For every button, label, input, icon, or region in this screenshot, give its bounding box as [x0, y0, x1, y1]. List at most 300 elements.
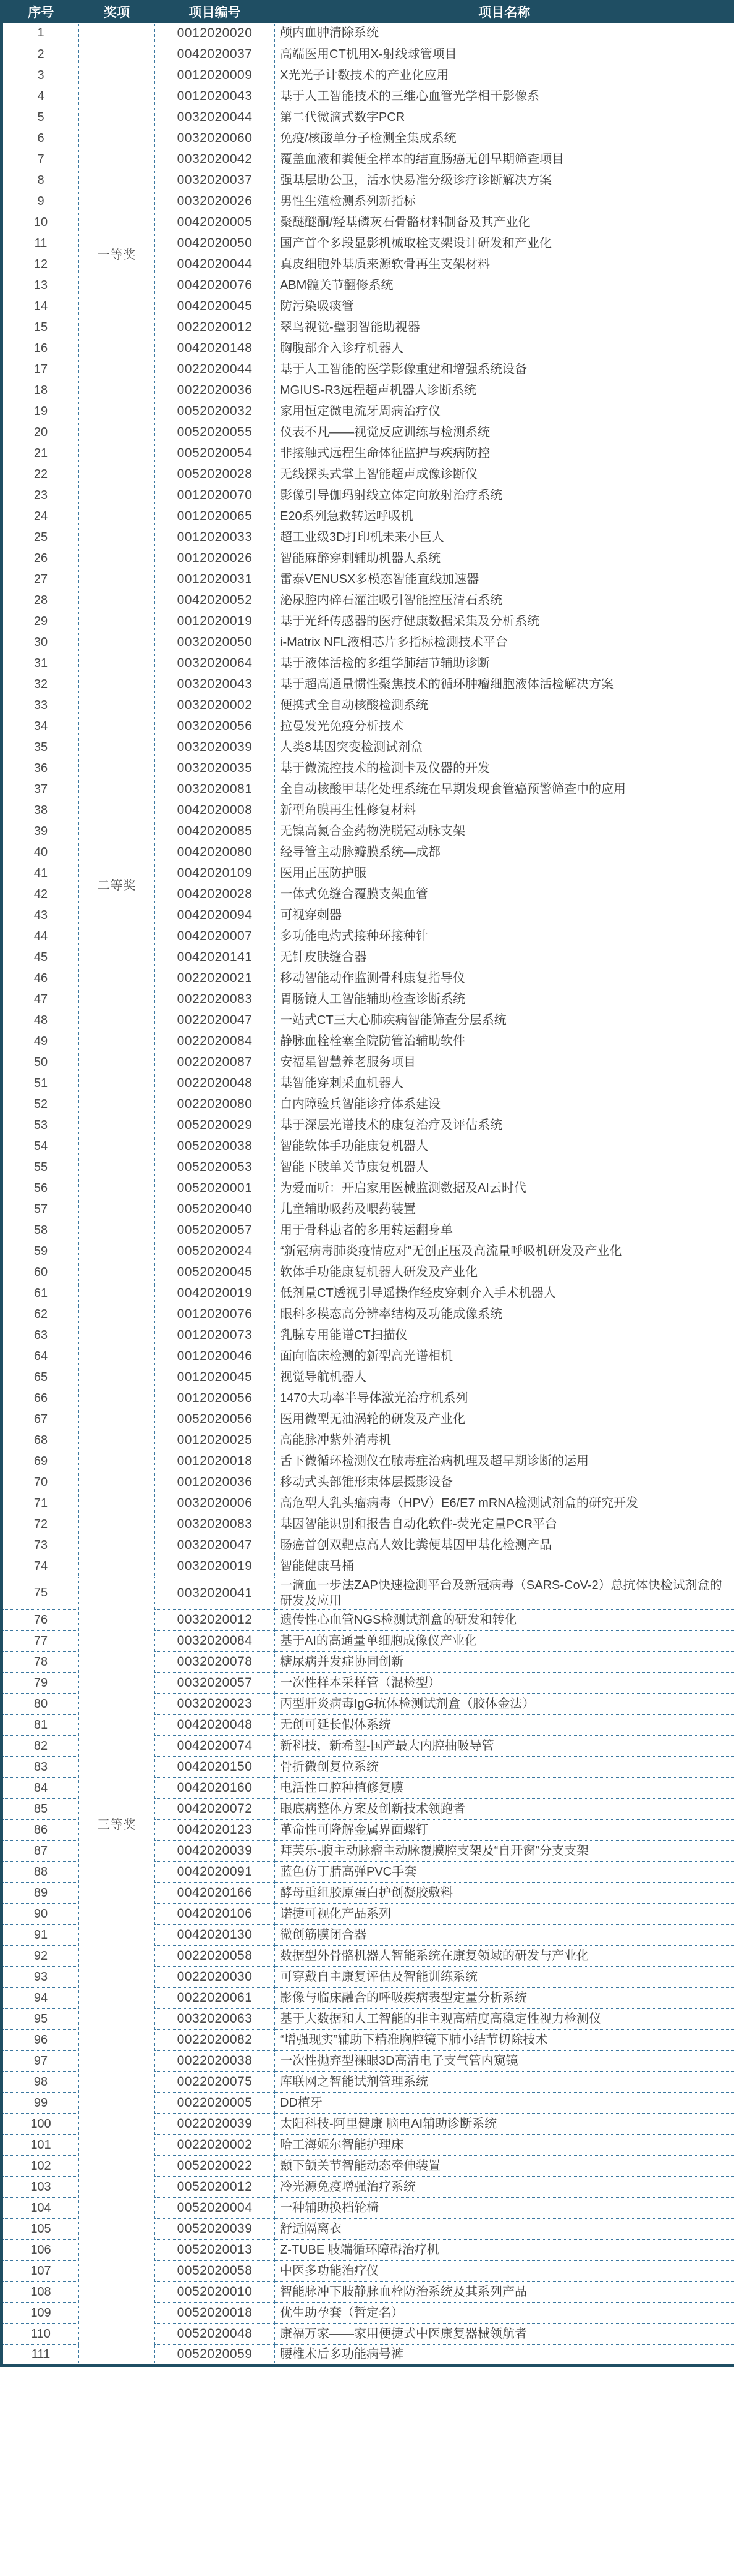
code-cell: 0052020059	[155, 2344, 275, 2365]
serial-cell: 99	[2, 2092, 79, 2113]
code-cell: 0052020032	[155, 401, 275, 422]
serial-cell: 93	[2, 1966, 79, 1987]
serial-cell: 72	[2, 1514, 79, 1535]
name-cell: 智能脉冲下肢静脉血栓防治系统及其系列产品	[275, 2281, 734, 2302]
code-cell: 0032020043	[155, 674, 275, 695]
code-cell: 0042020044	[155, 254, 275, 275]
serial-cell: 34	[2, 716, 79, 737]
code-cell: 0022020044	[155, 359, 275, 380]
code-cell: 0032020042	[155, 149, 275, 170]
code-cell: 0012020036	[155, 1472, 275, 1493]
name-cell: 基于大数据和人工智能的非主观高精度高稳定性视力检测仪	[275, 2008, 734, 2029]
code-cell: 0012020025	[155, 1430, 275, 1451]
code-cell: 0032020037	[155, 170, 275, 191]
name-cell: 第二代微滴式数字PCR	[275, 107, 734, 128]
code-cell: 0042020085	[155, 821, 275, 842]
serial-cell: 98	[2, 2071, 79, 2092]
name-cell: 胸腹部介入诊疗机器人	[275, 338, 734, 359]
serial-cell: 17	[2, 359, 79, 380]
serial-cell: 58	[2, 1220, 79, 1241]
name-cell: 乳腺专用能谱CT扫描仪	[275, 1325, 734, 1346]
serial-cell: 78	[2, 1651, 79, 1672]
name-cell: 无针皮肤缝合器	[275, 947, 734, 968]
serial-cell: 9	[2, 191, 79, 212]
name-cell: 中医多功能治疗仪	[275, 2260, 734, 2281]
code-cell: 0032020060	[155, 128, 275, 149]
name-cell: 影像引导伽玛射线立体定向放射治疗系统	[275, 485, 734, 506]
code-cell: 0022020039	[155, 2113, 275, 2134]
serial-cell: 35	[2, 737, 79, 758]
name-cell: 康福万家——家用便捷式中医康复器械领航者	[275, 2323, 734, 2344]
code-cell: 0022020048	[155, 1073, 275, 1094]
name-cell: 泌尿腔内碎石灌注吸引智能控压清石系统	[275, 590, 734, 611]
header-serial: 序号	[2, 0, 79, 23]
code-cell: 0012020033	[155, 527, 275, 548]
name-cell: 高危型人乳头瘤病毒（HPV）E6/E7 mRNA检测试剂盒的研究开发	[275, 1493, 734, 1514]
name-cell: 微创筋膜闭合器	[275, 1924, 734, 1945]
code-cell: 0032020023	[155, 1693, 275, 1714]
serial-cell: 43	[2, 905, 79, 926]
name-cell: DD植牙	[275, 2092, 734, 2113]
name-cell: 新科技，新希望-国产最大内腔抽吸导管	[275, 1735, 734, 1756]
code-cell: 0012020020	[155, 23, 275, 44]
code-cell: 0052020058	[155, 2260, 275, 2281]
code-cell: 0022020080	[155, 1094, 275, 1115]
name-cell: 移动式头部锥形束体层摄影设备	[275, 1472, 734, 1493]
name-cell: 骨折微创复位系统	[275, 1756, 734, 1777]
name-cell: 影像与临床融合的呼吸疾病表型定量分析系统	[275, 1987, 734, 2008]
code-cell: 0032020047	[155, 1535, 275, 1556]
serial-cell: 29	[2, 611, 79, 632]
name-cell: 胃肠镜人工智能辅助检查诊断系统	[275, 989, 734, 1010]
name-cell: “新冠病毒肺炎疫情应对”无创正压及高流量呼吸机研发及产业化	[275, 1241, 734, 1262]
code-cell: 0032020083	[155, 1514, 275, 1535]
code-cell: 0032020026	[155, 191, 275, 212]
name-cell: 无线探头式掌上智能超声成像诊断仪	[275, 464, 734, 485]
code-cell: 0032020044	[155, 107, 275, 128]
code-cell: 0042020091	[155, 1861, 275, 1882]
code-cell: 0042020074	[155, 1735, 275, 1756]
serial-cell: 92	[2, 1945, 79, 1966]
name-cell: 视觉导航机器人	[275, 1367, 734, 1388]
code-cell: 0042020037	[155, 44, 275, 65]
code-cell: 0052020057	[155, 1220, 275, 1241]
serial-cell: 63	[2, 1325, 79, 1346]
serial-cell: 57	[2, 1199, 79, 1220]
name-cell: 家用恒定微电流牙周病治疗仪	[275, 401, 734, 422]
name-cell: 颅内血肿清除系统	[275, 23, 734, 44]
name-cell: 多功能电灼式接种环接种针	[275, 926, 734, 947]
name-cell: 基于AI的高通量单细胞成像仪产业化	[275, 1630, 734, 1651]
serial-cell: 31	[2, 653, 79, 674]
code-cell: 0042020045	[155, 296, 275, 317]
serial-cell: 82	[2, 1735, 79, 1756]
serial-cell: 51	[2, 1073, 79, 1094]
name-cell: 人类8基因突变检测试剂盒	[275, 737, 734, 758]
name-cell: 全自动核酸甲基化处理系统在早期发现食管癌预警筛查中的应用	[275, 779, 734, 800]
name-cell: 基于微流控技术的检测卡及仪器的开发	[275, 758, 734, 779]
name-cell: 强基层助公卫，活水快易准分级诊疗诊断解决方案	[275, 170, 734, 191]
serial-cell: 87	[2, 1840, 79, 1861]
table-row	[2, 485, 734, 506]
table-row	[2, 1283, 734, 1304]
code-cell: 0032020002	[155, 695, 275, 716]
name-cell: 酵母重组胶原蛋白护创凝胶敷料	[275, 1882, 734, 1903]
serial-cell: 95	[2, 2008, 79, 2029]
serial-cell: 7	[2, 149, 79, 170]
code-cell: 0032020056	[155, 716, 275, 737]
name-cell: 基于人工智能的医学影像重建和增强系统设备	[275, 359, 734, 380]
code-cell: 0042020005	[155, 212, 275, 233]
name-cell: 可视穿刺器	[275, 905, 734, 926]
name-cell: 眼科多模态高分辨率结构及功能成像系统	[275, 1304, 734, 1325]
name-cell: ABM髋关节翻修系统	[275, 275, 734, 296]
name-cell: 眼底病整体方案及创新技术领跑者	[275, 1798, 734, 1819]
serial-cell: 3	[2, 65, 79, 86]
code-cell: 0012020045	[155, 1367, 275, 1388]
code-cell: 0042020150	[155, 1756, 275, 1777]
serial-cell: 23	[2, 485, 79, 506]
name-cell: 面向临床检测的新型高光谱相机	[275, 1346, 734, 1367]
name-cell: 防污染吸痰管	[275, 296, 734, 317]
name-cell: 软体手功能康复机器人研发及产业化	[275, 1262, 734, 1283]
serial-cell: 65	[2, 1367, 79, 1388]
code-cell: 0042020160	[155, 1777, 275, 1798]
name-cell: 电活性口腔种植修复膜	[275, 1777, 734, 1798]
serial-cell: 67	[2, 1409, 79, 1430]
code-cell: 0052020045	[155, 1262, 275, 1283]
code-cell: 0052020038	[155, 1136, 275, 1157]
serial-cell: 88	[2, 1861, 79, 1882]
name-cell: 基智能穿刺采血机器人	[275, 1073, 734, 1094]
name-cell: 移动智能动作监测骨科康复指导仪	[275, 968, 734, 989]
name-cell: 一体式免缝合覆膜支架血管	[275, 884, 734, 905]
name-cell: 冷光源免疫增强治疗系统	[275, 2176, 734, 2197]
serial-cell: 20	[2, 422, 79, 443]
name-cell: 舌下微循环检测仪在脓毒症治病机理及超早期诊断的运用	[275, 1451, 734, 1472]
name-cell: 医用微型无油涡轮的研发及产业化	[275, 1409, 734, 1430]
serial-cell: 69	[2, 1451, 79, 1472]
name-cell: 雷泰VENUSX多模态智能直线加速器	[275, 569, 734, 590]
serial-cell: 76	[2, 1609, 79, 1630]
serial-cell: 85	[2, 1798, 79, 1819]
code-cell: 0042020130	[155, 1924, 275, 1945]
code-cell: 0012020070	[155, 485, 275, 506]
name-cell: 安福星智慧养老服务项目	[275, 1052, 734, 1073]
serial-cell: 2	[2, 44, 79, 65]
code-cell: 0042020080	[155, 842, 275, 863]
award-cell: 二等奖	[79, 485, 155, 1283]
table-header	[2, 0, 734, 23]
code-cell: 0022020038	[155, 2050, 275, 2071]
name-cell: 基于人工智能技术的三维心血管光学相干影像系	[275, 86, 734, 107]
code-cell: 0032020039	[155, 737, 275, 758]
serial-cell: 30	[2, 632, 79, 653]
serial-cell: 97	[2, 2050, 79, 2071]
code-cell: 0052020029	[155, 1115, 275, 1136]
code-cell: 0022020047	[155, 1010, 275, 1031]
serial-cell: 61	[2, 1283, 79, 1304]
name-cell: 可穿戴自主康复评估及智能训练系统	[275, 1966, 734, 1987]
code-cell: 0052020054	[155, 443, 275, 464]
code-cell: 0022020005	[155, 2092, 275, 2113]
serial-cell: 101	[2, 2134, 79, 2155]
serial-cell: 111	[2, 2344, 79, 2365]
name-cell: 智能麻醉穿刺辅助机器人系统	[275, 548, 734, 569]
code-cell: 0042020052	[155, 590, 275, 611]
serial-cell: 45	[2, 947, 79, 968]
serial-cell: 70	[2, 1472, 79, 1493]
code-cell: 0022020021	[155, 968, 275, 989]
code-cell: 0042020007	[155, 926, 275, 947]
code-cell: 0022020075	[155, 2071, 275, 2092]
code-cell: 0022020030	[155, 1966, 275, 1987]
code-cell: 0022020061	[155, 1987, 275, 2008]
code-cell: 0022020036	[155, 380, 275, 401]
serial-cell: 14	[2, 296, 79, 317]
code-cell: 0032020063	[155, 2008, 275, 2029]
serial-cell: 4	[2, 86, 79, 107]
code-cell: 0052020013	[155, 2239, 275, 2260]
code-cell: 0022020082	[155, 2029, 275, 2050]
header-award: 奖项	[79, 0, 155, 23]
serial-cell: 24	[2, 506, 79, 527]
name-cell: 国产首个多段显影机械取栓支架设计研发和产业化	[275, 233, 734, 254]
serial-cell: 47	[2, 989, 79, 1010]
code-cell: 0042020094	[155, 905, 275, 926]
name-cell: 基于液体活检的多组学肺结节辅助诊断	[275, 653, 734, 674]
name-cell: 男性生殖检测系列新指标	[275, 191, 734, 212]
serial-cell: 10	[2, 212, 79, 233]
code-cell: 0052020039	[155, 2218, 275, 2239]
code-cell: 0022020058	[155, 1945, 275, 1966]
name-cell: E20系列急救转运呼吸机	[275, 506, 734, 527]
name-cell: i-Matrix NFL液相芯片多指标检测技术平台	[275, 632, 734, 653]
header-name: 项目名称	[275, 0, 734, 23]
serial-cell: 12	[2, 254, 79, 275]
serial-cell: 11	[2, 233, 79, 254]
serial-cell: 13	[2, 275, 79, 296]
serial-cell: 50	[2, 1052, 79, 1073]
serial-cell: 103	[2, 2176, 79, 2197]
name-cell: 遗传性心血管NGS检测试剂盒的研发和转化	[275, 1609, 734, 1630]
serial-cell: 27	[2, 569, 79, 590]
name-cell: 白内障验兵智能诊疗体系建设	[275, 1094, 734, 1115]
serial-cell: 107	[2, 2260, 79, 2281]
serial-cell: 25	[2, 527, 79, 548]
name-cell: 一站式CT三大心肺疾病智能筛查分层系统	[275, 1010, 734, 1031]
code-cell: 0042020148	[155, 338, 275, 359]
name-cell: 高端医用CT机用X-射线球管项目	[275, 44, 734, 65]
name-cell: 拜芙乐-腹主动脉瘤主动脉覆膜腔支架及“自开窗”分支支架	[275, 1840, 734, 1861]
name-cell: 1470大功率半导体激光治疗机系列	[275, 1388, 734, 1409]
serial-cell: 109	[2, 2302, 79, 2323]
code-cell: 0032020012	[155, 1609, 275, 1630]
code-cell: 0012020009	[155, 65, 275, 86]
name-cell: 非接触式远程生命体征监护与疾病防控	[275, 443, 734, 464]
serial-cell: 55	[2, 1157, 79, 1178]
name-cell: 革命性可降解金属界面螺钉	[275, 1819, 734, 1840]
code-cell: 0032020050	[155, 632, 275, 653]
code-cell: 0022020012	[155, 317, 275, 338]
serial-cell: 54	[2, 1136, 79, 1157]
name-cell: 医用正压防护服	[275, 863, 734, 884]
serial-cell: 64	[2, 1346, 79, 1367]
serial-cell: 28	[2, 590, 79, 611]
serial-cell: 83	[2, 1756, 79, 1777]
serial-cell: 32	[2, 674, 79, 695]
code-cell: 0042020008	[155, 800, 275, 821]
serial-cell: 26	[2, 548, 79, 569]
name-cell: 拉曼发光免疫分析技术	[275, 716, 734, 737]
serial-cell: 100	[2, 2113, 79, 2134]
code-cell: 0052020001	[155, 1178, 275, 1199]
serial-cell: 74	[2, 1556, 79, 1577]
name-cell: 基于光纤传感器的医疗健康数据采集及分析系统	[275, 611, 734, 632]
serial-cell: 33	[2, 695, 79, 716]
serial-cell: 46	[2, 968, 79, 989]
name-cell: 肠癌首创双靶点高人效比粪便基因甲基化检测产品	[275, 1535, 734, 1556]
serial-cell: 15	[2, 317, 79, 338]
code-cell: 0032020035	[155, 758, 275, 779]
code-cell: 0042020076	[155, 275, 275, 296]
code-cell: 0042020028	[155, 884, 275, 905]
code-cell: 0012020018	[155, 1451, 275, 1472]
name-cell: X光光子计数技术的产业化应用	[275, 65, 734, 86]
serial-cell: 6	[2, 128, 79, 149]
serial-cell: 91	[2, 1924, 79, 1945]
code-cell: 0022020087	[155, 1052, 275, 1073]
name-cell: MGIUS-R3远程超声机器人诊断系统	[275, 380, 734, 401]
name-cell: 仪表不凡——视觉反应训练与检测系统	[275, 422, 734, 443]
header-code: 项目编号	[155, 0, 275, 23]
name-cell: 优生助孕套（暂定名）	[275, 2302, 734, 2323]
serial-cell: 38	[2, 800, 79, 821]
name-cell: 聚醚醚酮/羟基磷灰石骨骼材料制备及其产业化	[275, 212, 734, 233]
code-cell: 0052020018	[155, 2302, 275, 2323]
serial-cell: 104	[2, 2197, 79, 2218]
code-cell: 0032020006	[155, 1493, 275, 1514]
code-cell: 0022020002	[155, 2134, 275, 2155]
serial-cell: 48	[2, 1010, 79, 1031]
serial-cell: 37	[2, 779, 79, 800]
name-cell: 太阳科技-阿里健康 脑电AI辅助诊断系统	[275, 2113, 734, 2134]
serial-cell: 36	[2, 758, 79, 779]
code-cell: 0042020048	[155, 1714, 275, 1735]
serial-cell: 49	[2, 1031, 79, 1052]
name-cell: 覆盖血液和粪便全样本的结直肠癌无创早期筛查项目	[275, 149, 734, 170]
code-cell: 0042020050	[155, 233, 275, 254]
serial-cell: 106	[2, 2239, 79, 2260]
table-row	[2, 23, 734, 44]
serial-cell: 42	[2, 884, 79, 905]
name-cell: 儿童辅助吸药及喂药装置	[275, 1199, 734, 1220]
name-cell: 糖尿病并发症协同创新	[275, 1651, 734, 1672]
name-cell: 静脉血栓栓塞全院防管治辅助软件	[275, 1031, 734, 1052]
name-cell: 翠鸟视觉-璧羽智能助视器	[275, 317, 734, 338]
code-cell: 0032020084	[155, 1630, 275, 1651]
serial-cell: 81	[2, 1714, 79, 1735]
serial-cell: 86	[2, 1819, 79, 1840]
code-cell: 0032020057	[155, 1672, 275, 1693]
code-cell: 0032020064	[155, 653, 275, 674]
name-cell: 免疫/核酸单分子检测全集成系统	[275, 128, 734, 149]
serial-cell: 96	[2, 2029, 79, 2050]
name-cell: 基于超高通量惯性聚焦技术的循环肿瘤细胞液体活检解决方案	[275, 674, 734, 695]
code-cell: 0012020073	[155, 1325, 275, 1346]
code-cell: 0012020065	[155, 506, 275, 527]
serial-cell: 22	[2, 464, 79, 485]
code-cell: 0052020056	[155, 1409, 275, 1430]
serial-cell: 108	[2, 2281, 79, 2302]
name-cell: 一次性样本采样管（混检型）	[275, 1672, 734, 1693]
serial-cell: 60	[2, 1262, 79, 1283]
code-cell: 0012020026	[155, 548, 275, 569]
serial-cell: 90	[2, 1903, 79, 1924]
serial-cell: 59	[2, 1241, 79, 1262]
code-cell: 0052020004	[155, 2197, 275, 2218]
serial-cell: 89	[2, 1882, 79, 1903]
code-cell: 0052020055	[155, 422, 275, 443]
serial-cell: 84	[2, 1777, 79, 1798]
serial-cell: 40	[2, 842, 79, 863]
code-cell: 0042020123	[155, 1819, 275, 1840]
code-cell: 0012020043	[155, 86, 275, 107]
name-cell: 基于深层光谱技术的康复治疗及评估系统	[275, 1115, 734, 1136]
serial-cell: 62	[2, 1304, 79, 1325]
name-cell: 超工业级3D打印机未来小巨人	[275, 527, 734, 548]
name-cell: 蓝色仿丁腈高弹PVC手套	[275, 1861, 734, 1882]
code-cell: 0022020083	[155, 989, 275, 1010]
serial-cell: 80	[2, 1693, 79, 1714]
serial-cell: 56	[2, 1178, 79, 1199]
code-cell: 0052020024	[155, 1241, 275, 1262]
serial-cell: 52	[2, 1094, 79, 1115]
name-cell: 真皮细胞外基质来源软骨再生支架材料	[275, 254, 734, 275]
serial-cell: 102	[2, 2155, 79, 2176]
table-body	[2, 23, 734, 2365]
serial-cell: 79	[2, 1672, 79, 1693]
name-cell: 一种辅助换档轮椅	[275, 2197, 734, 2218]
serial-cell: 73	[2, 1535, 79, 1556]
code-cell: 0042020166	[155, 1882, 275, 1903]
name-cell: 基因智能识别和报告自动化软件-荧光定量PCR平台	[275, 1514, 734, 1535]
name-cell: 库联网之智能试剂管理系统	[275, 2071, 734, 2092]
name-cell: 丙型肝炎病毒IgG抗体检测试剂盒（胶体金法）	[275, 1693, 734, 1714]
serial-cell: 8	[2, 170, 79, 191]
code-cell: 0052020022	[155, 2155, 275, 2176]
header-row	[2, 0, 734, 23]
serial-cell: 75	[2, 1577, 79, 1609]
name-cell: Z-TUBE 肢端循环障碍治疗机	[275, 2239, 734, 2260]
name-cell: 舒适隔离衣	[275, 2218, 734, 2239]
serial-cell: 77	[2, 1630, 79, 1651]
name-cell: 无创可延长假体系统	[275, 1714, 734, 1735]
name-cell: 数据型外骨骼机器人智能系统在康复领域的研发与产业化	[275, 1945, 734, 1966]
name-cell: 高能脉冲紫外消毒机	[275, 1430, 734, 1451]
name-cell: 诺捷可视化产品系列	[275, 1903, 734, 1924]
code-cell: 0012020076	[155, 1304, 275, 1325]
code-cell: 0042020019	[155, 1283, 275, 1304]
name-cell: 便携式全自动核酸检测系统	[275, 695, 734, 716]
serial-cell: 39	[2, 821, 79, 842]
serial-cell: 5	[2, 107, 79, 128]
code-cell: 0012020046	[155, 1346, 275, 1367]
name-cell: 智能健康马桶	[275, 1556, 734, 1577]
name-cell: 哈工海姬尔智能护理床	[275, 2134, 734, 2155]
name-cell: 为爱而听：开启家用医械监测数据及AI云时代	[275, 1178, 734, 1199]
code-cell: 0052020053	[155, 1157, 275, 1178]
